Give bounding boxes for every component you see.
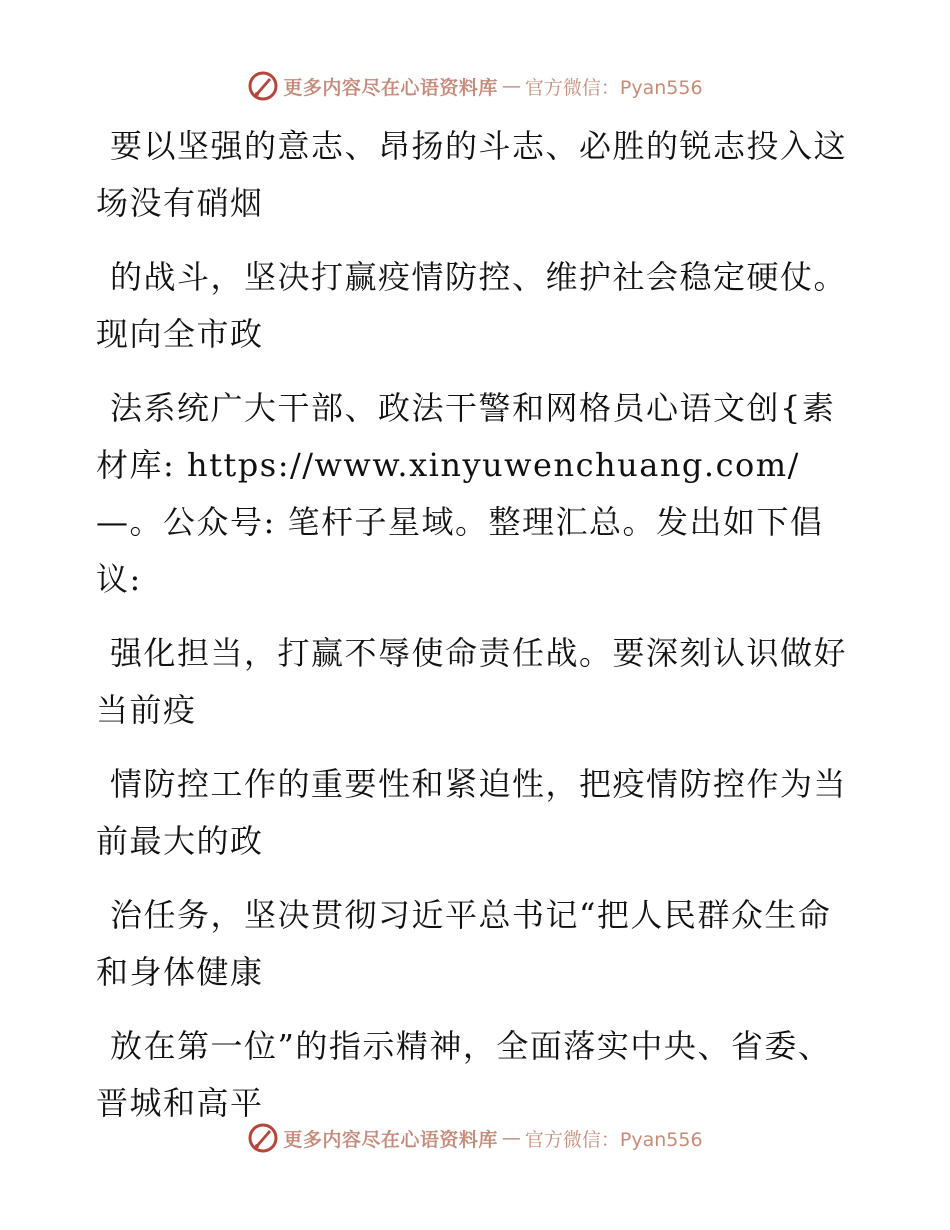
paragraph <box>96 118 856 232</box>
watermark-contact: 官方微信：Pyan556 <box>524 76 703 99</box>
document-body <box>96 118 856 1149</box>
paragraph <box>96 756 856 870</box>
paragraph-text: 强化担当，打赢不辱使命责任战。要深刻认识做好当前疫 <box>96 634 848 729</box>
paragraph <box>96 625 856 739</box>
paragraph <box>96 380 856 608</box>
paragraph-text: 要以坚强的意志、昂扬的斗志、必胜的锐志投入这场没有硝烟 <box>96 127 848 222</box>
watermark-separator: — <box>501 75 521 97</box>
header-watermark <box>0 70 950 102</box>
quill-seal-icon <box>247 70 279 102</box>
watermark-separator: — <box>501 1127 521 1149</box>
footer-watermark <box>0 1122 950 1154</box>
paragraph-text: 治任务，坚决贯彻习近平总书记“把人民群众生命和身体健康 <box>96 896 832 991</box>
watermark-contact: 官方微信：Pyan556 <box>524 1128 703 1151</box>
paragraph-text: 放在第一位”的指示精神，全面落实中央、省委、晋城和高平 <box>96 1027 832 1122</box>
watermark-brand: 更多内容尽在心语资料库 <box>283 76 498 99</box>
paragraph <box>96 249 856 363</box>
paragraph <box>96 887 856 1001</box>
watermark-brand: 更多内容尽在心语资料库 <box>283 1128 498 1151</box>
quill-seal-icon <box>247 1122 279 1154</box>
paragraph-text: 的战斗，坚决打赢疫情防控、维护社会稳定硬仗。现向全市政 <box>96 258 848 353</box>
paragraph <box>96 1018 856 1132</box>
paragraph-text: 情防控工作的重要性和紧迫性，把疫情防控作为当前最大的政 <box>96 765 848 860</box>
paragraph-text: 法系统广大干部、政法干警和网格员心语文创{素材库: https://www.xinyuwenchuang.com/—。公众号: 笔杆子星域。整理汇总。发出如下倡议: <box>96 389 836 598</box>
